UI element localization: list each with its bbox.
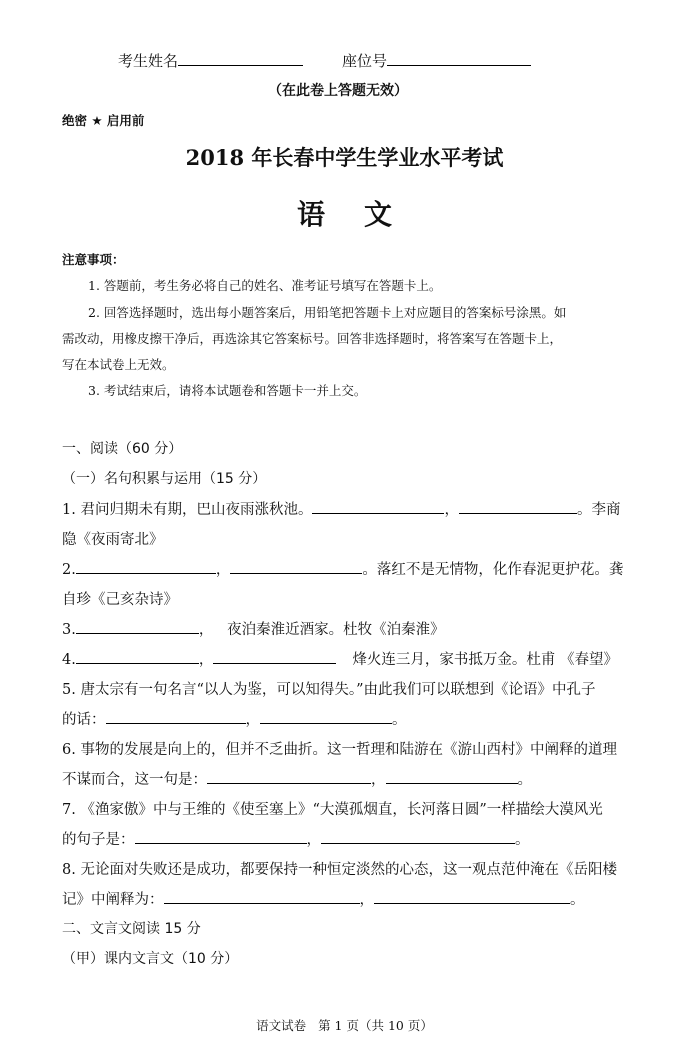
answer-blank [164, 889, 360, 904]
name-label-row [118, 50, 303, 71]
notice-heading: 注意事项： [62, 252, 125, 267]
answer-blank [260, 709, 392, 724]
seat-label-row [342, 50, 531, 71]
question-2-source: 自珍《己亥杂诗》 [62, 592, 178, 608]
answer-blank [135, 829, 307, 844]
notice-item-2b: 需改动，用橡皮擦干净后，再选涂其它答案标号。回答非选择题时，将答案写在答题卡上， [62, 331, 563, 346]
section2-sub1: （甲）课内文言文（10 分） [62, 951, 239, 967]
answer-blank [459, 499, 577, 514]
question-6-answer: 不谋而合，这一句是： ， 。 [62, 768, 532, 789]
answer-blank [76, 649, 199, 664]
answer-blank [76, 559, 216, 574]
question-4: 4. ， 烽火连三月，家书抵万金。杜甫 《春望》 [62, 648, 618, 669]
answer-blank [321, 829, 515, 844]
question-8: 8. 无论面对失败还是成功，都要保持一种恒定淡然的心态，这一观点范仲淹在《岳阳楼 [62, 862, 617, 878]
notice-item-2a: 2. 回答选择题时，选出每小题答案后，用铅笔把答题卡上对应题目的答案标号涂黑。如 [88, 305, 567, 320]
answer-blank [207, 769, 371, 784]
question-7-answer: 的句子是： ， 。 [62, 828, 530, 849]
answer-blank [374, 889, 570, 904]
answer-blank [213, 649, 336, 664]
invalid-note: （在此卷上答题无效） [268, 83, 408, 99]
question-2: 2. ， 。落红不是无情物，化作春泥更护花。龚 [62, 558, 623, 579]
question-3: 3. ， 夜泊秦淮近酒家。杜牧《泊秦淮》 [62, 618, 445, 639]
notice-item-3: 3. 考试结束后，请将本试题卷和答题卡一并上交。 [88, 383, 367, 398]
answer-blank [76, 619, 199, 634]
name-blank [178, 51, 303, 66]
seat-label: 座位号 [342, 52, 388, 70]
exam-title: 2018 年长春中学生学业水平考试 [185, 145, 504, 170]
section1-heading: 一、阅读（60 分） [62, 441, 183, 457]
question-5: 5. 唐太宗有一句名言“以人为鉴，可以知得失。”由此我们可以联想到《论语》中孔子 [62, 682, 596, 698]
subject-title: 语 文 [297, 198, 392, 231]
notice-item-2c: 写在本试卷上无效。 [62, 357, 175, 372]
notice-item-1: 1. 答题前，考生务必将自己的姓名、准考证号填写在答题卡上。 [88, 278, 442, 293]
answer-blank [106, 709, 246, 724]
page-footer: 语文试卷 第 1 页（共 10 页） [256, 1018, 433, 1033]
section1-sub1: （一）名句积累与运用（15 分） [62, 471, 267, 487]
question-1: 1. 君问归期未有期，巴山夜雨涨秋池。 ， 。李商 [62, 498, 620, 519]
answer-blank [386, 769, 518, 784]
question-6: 6. 事物的发展是向上的，但并不乏曲折。这一哲理和陆游在《游山西村》中阐释的道理 [62, 742, 617, 758]
question-8-answer: 记》中阐释为： ， 。 [62, 888, 585, 909]
question-7: 7. 《渔家傲》中与王维的《使至塞上》“大漠孤烟直，长河落日圆”一样描绘大漠风光 [62, 802, 603, 818]
seat-blank [387, 51, 531, 66]
section2-heading: 二、文言文阅读 15 分 [62, 921, 201, 937]
question-1-source: 隐《夜雨寄北》 [62, 532, 164, 548]
name-label: 考生姓名 [118, 52, 179, 70]
answer-blank [230, 559, 362, 574]
question-5-answer: 的话： ， 。 [62, 708, 407, 729]
secret-label: 绝密 ★ 启用前 [62, 113, 145, 128]
answer-blank [312, 499, 444, 514]
